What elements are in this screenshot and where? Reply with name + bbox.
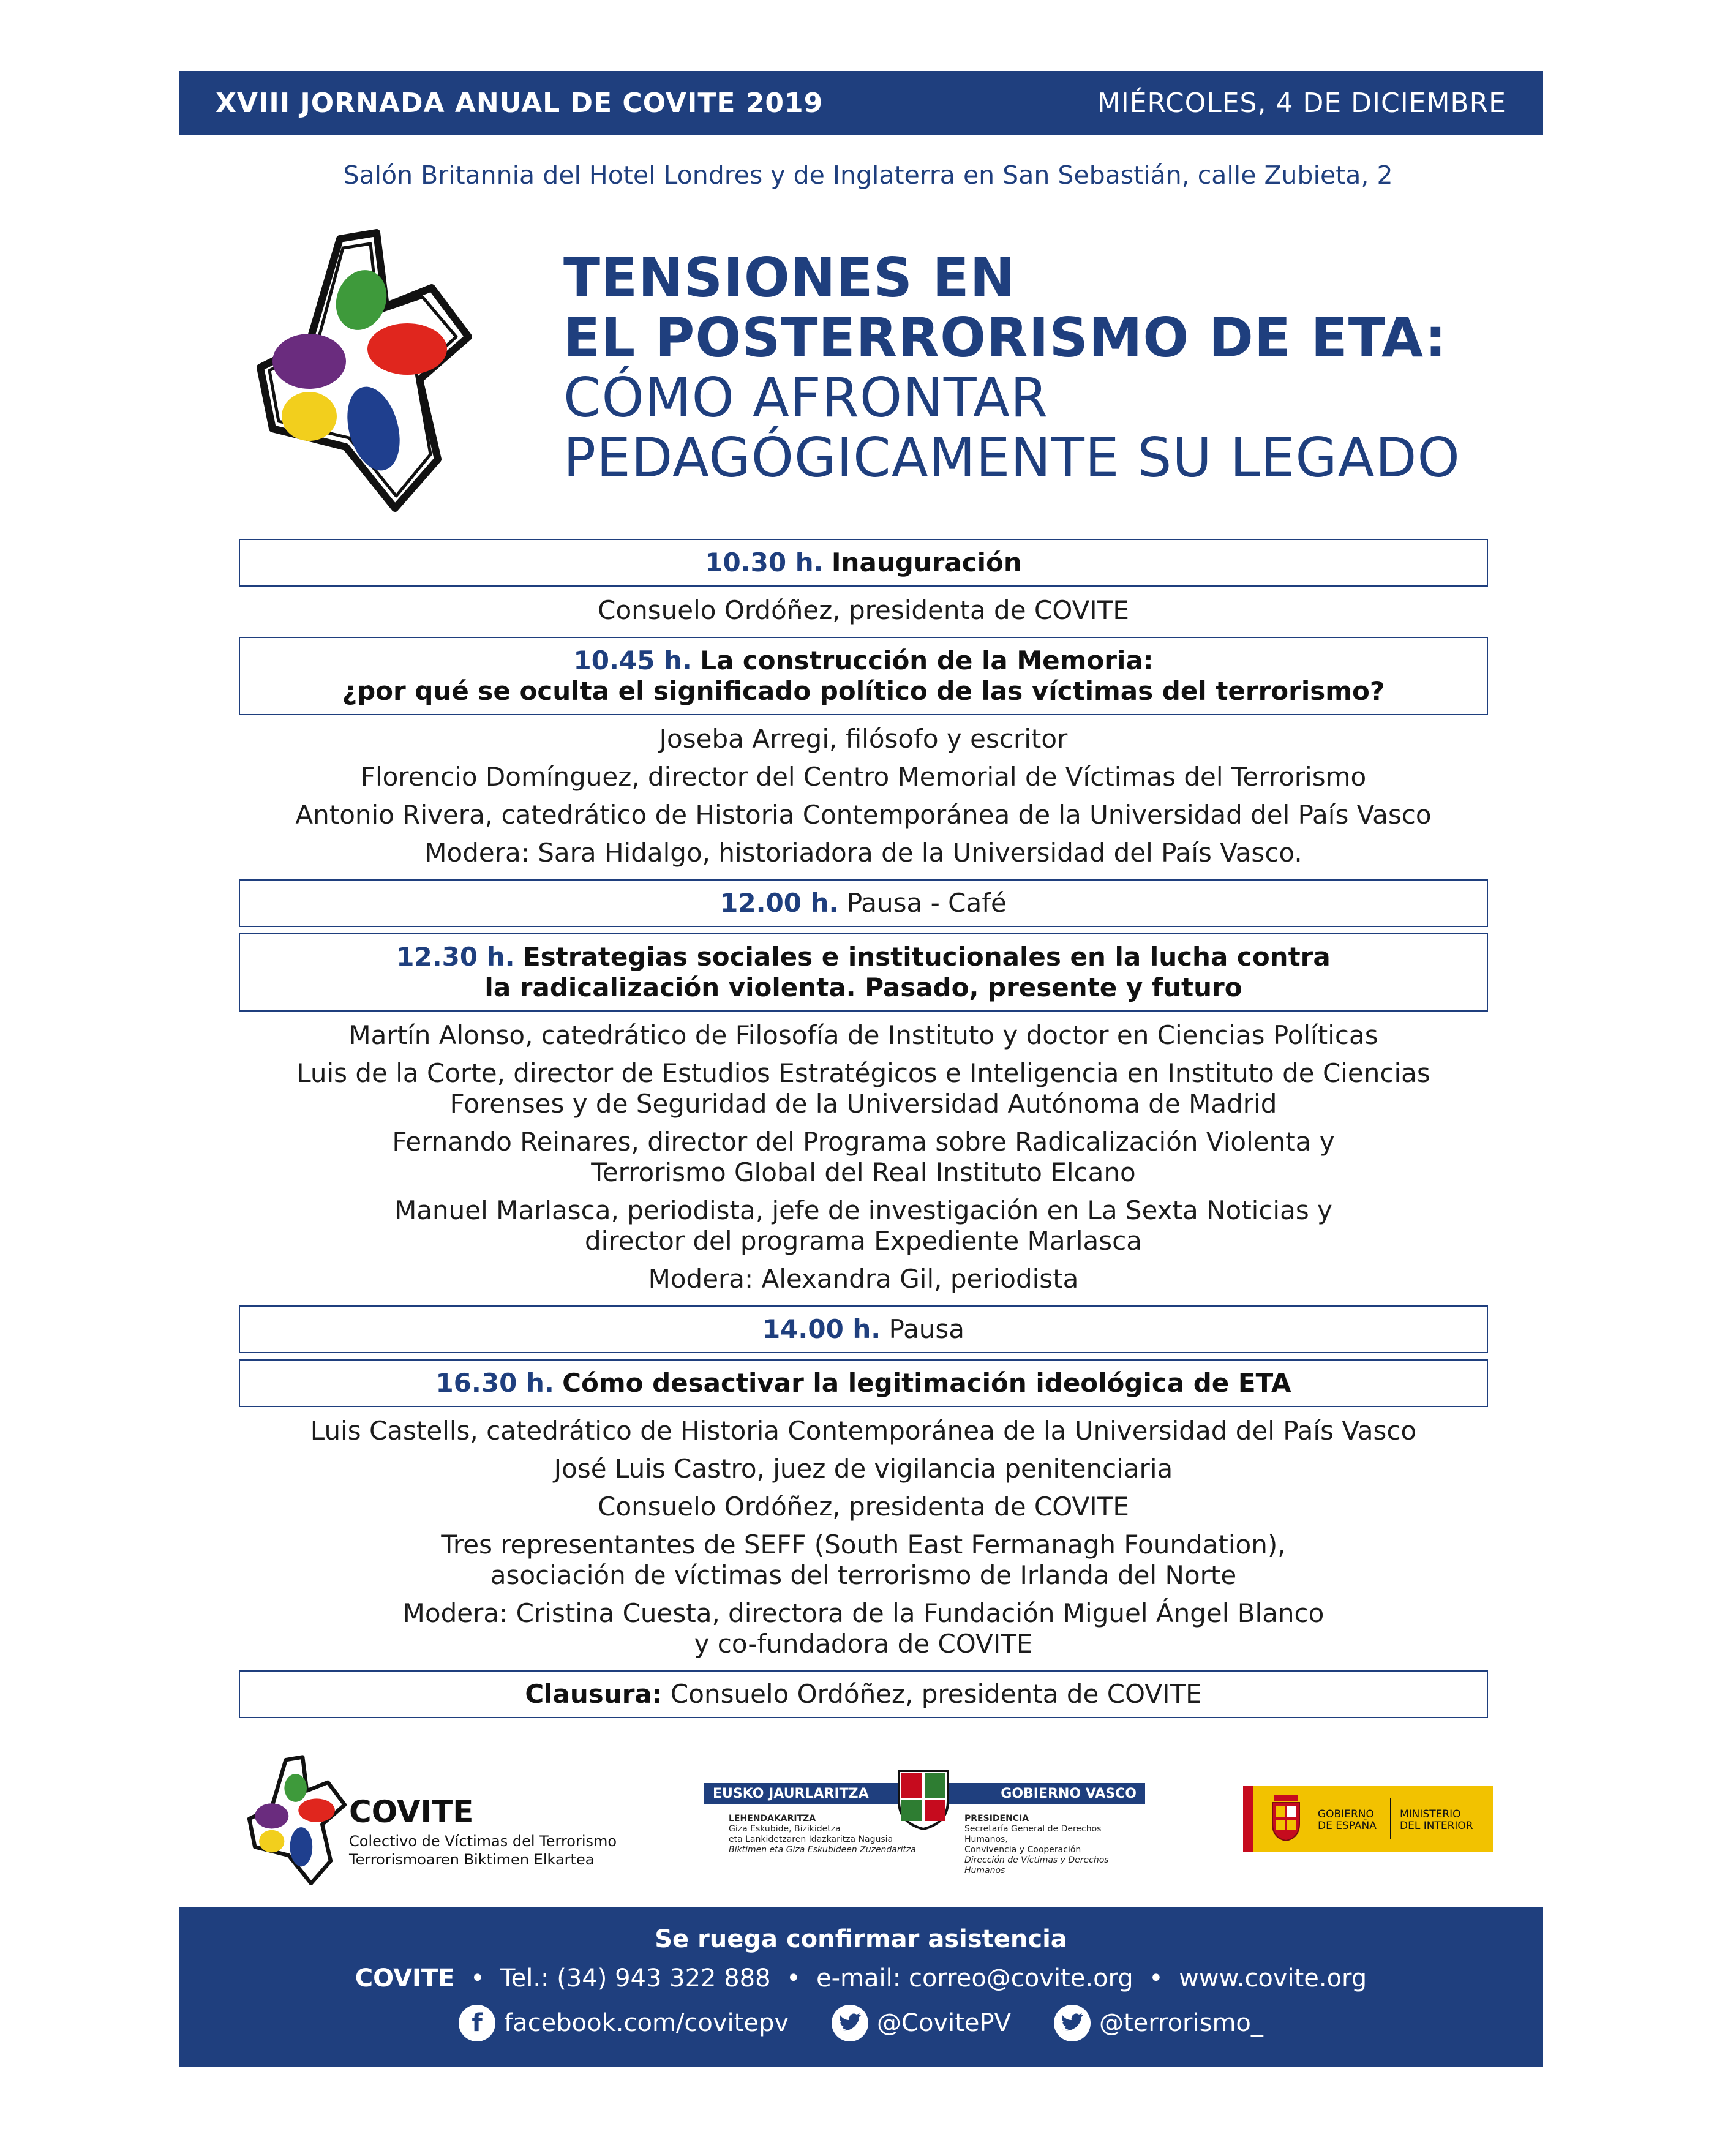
title-line-1: TENSIONES EN xyxy=(563,246,1016,309)
facebook-handle: facebook.com/covitepv xyxy=(504,2009,789,2037)
speaker-group xyxy=(239,1127,1488,1188)
bullet-separator: • xyxy=(1141,1964,1179,1992)
program xyxy=(239,539,1488,1724)
speaker: Modera: Sara Hidalgo, historiadora de la Universidad del País Vasco. xyxy=(424,838,1302,868)
session-box xyxy=(239,539,1488,587)
spain-shield-icon xyxy=(1268,1795,1304,1842)
speaker: Terrorismo Global del Real Instituto Elcano xyxy=(591,1157,1136,1187)
speaker: Antonio Rivera, catedrático de Historia Contemporánea de la Universidad del País Vasco xyxy=(295,800,1432,830)
session-box xyxy=(239,933,1488,1012)
session-title: Inauguración xyxy=(831,547,1022,577)
speaker: Modera: Alexandra Gil, periodista xyxy=(648,1264,1079,1294)
main-title xyxy=(563,248,1460,488)
speaker-list xyxy=(239,1416,1488,1659)
session-title: Estrategias sociales e institucionales en la lucha contra xyxy=(522,942,1331,972)
speaker: y co-fundadora de COVITE xyxy=(694,1629,1033,1659)
ministerio-line-2: DEL INTERIOR xyxy=(1400,1820,1473,1832)
footer-bar xyxy=(179,1907,1543,2067)
session-box xyxy=(239,637,1488,715)
speaker: Consuelo Ordóñez, presidenta de COVITE xyxy=(598,1492,1129,1522)
speaker: Forenses y de Seguridad de la Universidad Autónoma de Madrid xyxy=(449,1089,1277,1119)
ej-left-2: Giza Eskubide, Bizikidetza xyxy=(729,1824,841,1834)
speaker: Manuel Marlasca, periodista, jefe de investigación en La Sexta Noticias y xyxy=(394,1195,1332,1225)
header-bar xyxy=(179,71,1543,135)
ej-left-1: LEHENDAKARITZA xyxy=(729,1814,816,1823)
ej-left-3: eta Lankidetzaren Idazkaritza Nagusia xyxy=(729,1834,893,1844)
session-title: La construcción de la Memoria: xyxy=(700,645,1154,675)
title-line-3: CÓMO AFRONTAR xyxy=(563,366,1049,429)
session-title-line-2: la radicalización violenta. Pasado, presente y futuro xyxy=(484,972,1242,1002)
session-title-line-2: ¿por qué se oculta el significado político de las víctimas del terrorismo? xyxy=(342,676,1385,706)
footer-phone[interactable]: Tel.: (34) 943 322 888 xyxy=(500,1964,771,1992)
footer-org: COVITE xyxy=(355,1964,455,1992)
session-time: 10.45 h. xyxy=(573,645,692,675)
twitter-link-2[interactable] xyxy=(1054,2005,1263,2041)
twitter-handle: @terrorismo_ xyxy=(1099,2009,1263,2037)
speaker-list xyxy=(239,595,1488,626)
ej-right-2: Secretaría General de Derechos Humanos, xyxy=(964,1824,1102,1844)
covite-subtitle-2: Terrorismoaren Biktimen Elkartea xyxy=(349,1851,595,1868)
speaker-group xyxy=(239,1598,1488,1659)
gobierno-line-2: DE ESPAÑA xyxy=(1318,1820,1377,1832)
closing-label: Clausura: xyxy=(525,1679,663,1709)
ministerio-text xyxy=(1400,1809,1473,1832)
speaker: Florencio Domínguez, director del Centro Memorial de Víctimas del Terrorismo xyxy=(360,762,1367,792)
speaker: Fernando Reinares, director del Programa sobre Radicalización Violenta y xyxy=(392,1127,1335,1157)
ej-right-text xyxy=(964,1814,1145,1876)
speaker: Martín Alonso, catedrático de Filosofía de Instituto y doctor en Ciencias Políticas xyxy=(348,1020,1378,1050)
closing-box xyxy=(239,1670,1488,1718)
ej-left-4: Biktimen eta Giza Eskubideen Zuzendaritza xyxy=(729,1845,916,1855)
gobierno-text xyxy=(1318,1809,1377,1832)
session-time: 14.00 h. xyxy=(762,1314,881,1344)
ej-left-label: EUSKO JAURLARITZA xyxy=(713,1786,869,1801)
twitter-handle: @CovitePV xyxy=(877,2009,1011,2037)
speaker: director del programa Expediente Marlasca xyxy=(585,1226,1142,1256)
session-box xyxy=(239,1305,1488,1353)
ej-right-label: GOBIERNO VASCO xyxy=(1001,1786,1137,1801)
ej-right-4: Dirección de Víctimas y Derechos Humanos xyxy=(964,1855,1109,1876)
bullet-separator: • xyxy=(778,1964,817,1992)
flag-stripe xyxy=(1243,1786,1253,1852)
ej-right-1: PRESIDENCIA xyxy=(964,1814,1029,1823)
title-line-2: EL POSTERRORISMO DE ETA: xyxy=(563,306,1447,369)
speaker-list xyxy=(239,1020,1488,1294)
session-box xyxy=(239,879,1488,927)
event-date: MIÉRCOLES, 4 DE DICIEMBRE xyxy=(1097,88,1506,119)
facebook-link[interactable] xyxy=(459,2005,789,2041)
closing-text: Consuelo Ordóñez, presidenta de COVITE xyxy=(670,1679,1202,1709)
speaker-group xyxy=(239,1530,1488,1591)
footer-website[interactable]: www.covite.org xyxy=(1179,1964,1367,1992)
ej-left-text xyxy=(729,1814,916,1855)
speaker-group xyxy=(239,1195,1488,1256)
speaker: José Luis Castro, juez de vigilancia penitenciaria xyxy=(554,1454,1173,1484)
covite-subtitle-1: Colectivo de Víctimas del Terrorismo xyxy=(349,1833,617,1850)
speaker: asociación de víctimas del terrorismo de Irlanda del Norte xyxy=(490,1560,1237,1590)
session-time: 12.00 h. xyxy=(720,888,839,918)
rsvp-note: Se ruega confirmar asistencia xyxy=(655,1925,1067,1953)
speaker-group xyxy=(239,1058,1488,1119)
contact-line xyxy=(179,1964,1543,1992)
event-title: XVIII JORNADA ANUAL DE COVITE 2019 xyxy=(216,88,824,119)
session-title: Pausa xyxy=(889,1314,965,1344)
bullet-separator: • xyxy=(462,1964,500,1992)
speaker: Modera: Cristina Cuesta, directora de la Fundación Miguel Ángel Blanco xyxy=(402,1598,1325,1628)
speaker: Tres representantes de SEFF (South East Fermanagh Foundation), xyxy=(441,1530,1286,1560)
ej-right-3: Convivencia y Cooperación xyxy=(964,1845,1081,1855)
session-time: 10.30 h. xyxy=(705,547,824,577)
covite-subtitle xyxy=(349,1832,617,1869)
facebook-icon: f xyxy=(459,2005,495,2041)
speaker: Luis Castells, catedrático de Historia Contemporánea de la Universidad del País Vasco xyxy=(310,1416,1417,1446)
speaker-list xyxy=(239,724,1488,868)
session-time: 12.30 h. xyxy=(396,942,515,972)
covite-name: COVITE xyxy=(349,1794,474,1830)
session-title: Cómo desactivar la legitimación ideológica de ETA xyxy=(562,1368,1291,1398)
twitter-icon xyxy=(1054,2005,1091,2041)
gobierno-line-1: GOBIERNO xyxy=(1318,1808,1374,1820)
footer-email[interactable]: e-mail: correo@covite.org xyxy=(816,1964,1133,1992)
divider xyxy=(1390,1798,1391,1839)
session-time: 16.30 h. xyxy=(435,1368,554,1398)
title-line-4: PEDAGÓGICAMENTE SU LEGADO xyxy=(563,426,1460,489)
speaker: Luis de la Corte, director de Estudios Estratégicos e Inteligencia en Instituto de Ciencias xyxy=(296,1058,1430,1088)
social-line xyxy=(179,2005,1543,2041)
twitter-icon xyxy=(832,2005,868,2041)
gobierno-espana-logo xyxy=(1243,1786,1493,1852)
speaker: Consuelo Ordóñez, presidenta de COVITE xyxy=(598,595,1129,625)
twitter-link-1[interactable] xyxy=(832,2005,1011,2041)
venue: Salón Britannia del Hotel Londres y de Inglaterra en San Sebastián, calle Zubieta, 2 xyxy=(343,160,1393,190)
session-box xyxy=(239,1359,1488,1407)
covite-small-logo xyxy=(236,1754,358,1889)
covite-flower-logo xyxy=(236,227,493,520)
speaker: Joseba Arregi, filósofo y escritor xyxy=(659,724,1068,754)
ministerio-line-1: MINISTERIO xyxy=(1400,1808,1461,1820)
session-title: Pausa - Café xyxy=(846,888,1007,918)
